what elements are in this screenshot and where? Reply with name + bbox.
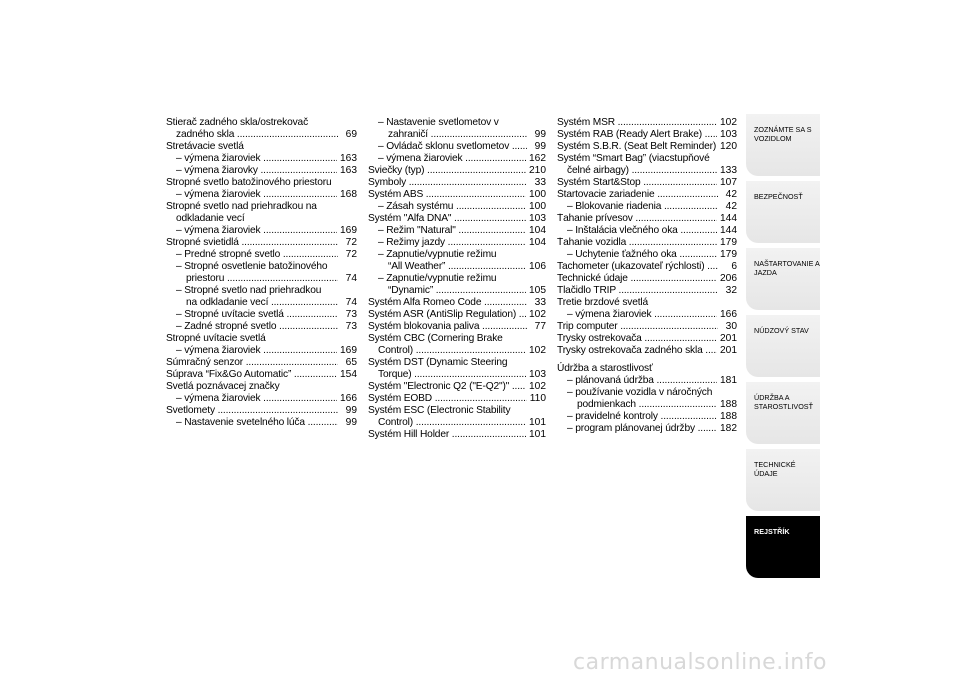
index-entry-text: – Blokovanie riadenia ..... (567, 201, 718, 213)
index-heading-continued: odkladanie vecí (176, 213, 245, 224)
index-entry-continued: “Dynamic” ..... (388, 285, 526, 297)
index-heading: Svetlá poznávacej značky (166, 381, 280, 392)
index-entry-line (557, 423, 737, 435)
index-entry-line (166, 321, 357, 333)
index-entry-text: Trysky ostrekovača ..... (557, 333, 717, 345)
tab-technical-data[interactable]: TECHNICKÉ ÚDAJE (746, 449, 820, 511)
index-entry-continued: “All Weather” ..... (388, 261, 526, 273)
index-entry (166, 285, 357, 309)
index-entry-text: – Zásah systému ..... (378, 201, 526, 213)
page-ref: 100 (529, 189, 546, 200)
index-entry (557, 375, 737, 387)
page-ref: 33 (534, 297, 546, 308)
index-entry (368, 273, 546, 297)
page-ref: 77 (534, 321, 546, 332)
index-entry (166, 417, 357, 429)
index-entry (557, 117, 737, 129)
index-entry-text: Systém Start&Stop ..... (557, 177, 717, 189)
index-entry-text: Tlačidlo TRIP ..... (557, 285, 718, 297)
index-entry (557, 273, 737, 285)
index-entry-line (166, 405, 357, 417)
page-ref: 74 (345, 273, 357, 284)
index-entry (557, 129, 737, 141)
index-entry-text: Súmračný senzor ..... (166, 357, 338, 369)
index-entry-line (368, 225, 546, 237)
page-ref: 101 (529, 429, 546, 440)
index-entry-text: Symboly ..... (368, 177, 527, 189)
index-entry (166, 177, 357, 189)
index-entry (368, 237, 546, 249)
index-entry (557, 297, 737, 309)
page-ref: 182 (720, 423, 737, 434)
page-ref: 169 (340, 225, 357, 236)
index-entry (557, 333, 737, 345)
tab-index[interactable]: REJSTŘÍK (746, 516, 820, 578)
page-ref: 110 (529, 393, 546, 404)
page-ref: 33 (534, 177, 546, 188)
index-entry-line (166, 189, 357, 201)
index-entry (166, 393, 357, 405)
index-entry-line (557, 177, 737, 189)
index-entry (166, 249, 357, 261)
page-ref: 201 (720, 345, 737, 356)
page-ref: 104 (529, 237, 546, 248)
index-entry-line (557, 249, 737, 261)
page-ref: 103 (529, 213, 546, 224)
index-entry (557, 189, 737, 201)
index-entry-continued: podmienkach ..... (577, 399, 717, 411)
index-entry (368, 357, 546, 381)
page-ref: 65 (345, 357, 357, 368)
index-entry (368, 333, 546, 357)
index-entry-continued: Control) ..... (378, 345, 526, 357)
page-ref: 120 (720, 141, 737, 152)
index-entry (368, 297, 546, 309)
index-entry (166, 201, 357, 225)
index-entry-line (166, 237, 357, 249)
page-ref: 102 (529, 381, 546, 392)
index-entry-text: – Predné stropné svetlo ..... (176, 249, 338, 261)
index-entry (557, 201, 737, 213)
index-entry-text: Systém Alfa Romeo Code ..... (368, 297, 527, 309)
index-entry-line (368, 309, 546, 321)
page-ref: 102 (529, 309, 546, 320)
index-entry-continued: zahraničí ..... (388, 129, 527, 141)
index-entry (166, 309, 357, 321)
index-entry (166, 225, 357, 237)
index-entry-line (166, 357, 357, 369)
index-entry (557, 411, 737, 423)
index-entry-text: – Zapnutie/vypnutie režimu (378, 273, 497, 284)
index-entry-text: – používanie vozidla v náročných (567, 387, 713, 398)
index-entry-text: Systém DST (Dynamic Steering (368, 357, 508, 368)
page-ref: 107 (720, 177, 737, 188)
page-number: 273 (758, 548, 782, 564)
index-entry-line (368, 153, 546, 165)
index-entry-line (368, 369, 546, 381)
index-entry-line (557, 399, 737, 411)
index-entry (557, 321, 737, 333)
index-entry-text: Systém “Smart Bag” (viacstupňové (557, 153, 710, 164)
page-ref: 32 (725, 285, 737, 296)
index-entry-line (368, 297, 546, 309)
index-entry-text: – Nastavenie svetlometov v (378, 117, 499, 128)
index-entry (557, 285, 737, 297)
index-entry-line (166, 369, 357, 381)
index-entry (557, 213, 737, 225)
index-entry-line (557, 261, 737, 273)
index-entry-line (368, 129, 546, 141)
index-heading: Stretávacie svetlá (166, 141, 244, 152)
page-ref: 103 (529, 369, 546, 380)
index-entry-text: – výmena žiaroviek ..... (567, 309, 717, 321)
index-entry-continued: Torque) ..... (378, 369, 526, 381)
index-entry (557, 309, 737, 321)
index-entry (166, 369, 357, 381)
index-column-3 (557, 117, 737, 435)
page-ref: 42 (725, 189, 737, 200)
index-entry-line (368, 429, 546, 441)
page-ref: 73 (345, 309, 357, 320)
index-entry (166, 357, 357, 369)
index-entry-text: Systém blokovania paliva ..... (368, 321, 527, 333)
index-entry (166, 153, 357, 165)
index-entry-text: – výmena žiaroviek ..... (378, 153, 526, 165)
index-entry-text: Systém EOBD ..... (368, 393, 527, 405)
page-ref: 6 (731, 261, 737, 272)
page-ref: 144 (720, 225, 737, 236)
page-ref: 69 (345, 129, 357, 140)
index-entry-line (557, 285, 737, 297)
page-ref: 102 (529, 345, 546, 356)
index-entry-text: Stierač zadného skla/ostrekovač (166, 117, 309, 128)
index-entry-text: Systém ABS ..... (368, 189, 526, 201)
index-entry-text: Svetlomety ..... (166, 405, 338, 417)
index-entry (368, 429, 546, 441)
index-entry-line (368, 285, 546, 297)
page-ref: 102 (720, 117, 737, 128)
index-entry-text: Systém RAB (Ready Alert Brake) ..... (557, 129, 717, 141)
index-entry-text: Súprava “Fix&Go Automatic” ..... (166, 369, 337, 381)
index-entry (166, 405, 357, 417)
index-entry (166, 237, 357, 249)
index-entry-text: – výmena žiaroviek ..... (176, 345, 337, 357)
index-column-2 (368, 117, 546, 441)
index-entry-text: – výmena žiaroviek ..... (176, 225, 337, 237)
index-entry-line (557, 129, 737, 141)
page-ref: 106 (529, 261, 546, 272)
index-entry-text: – Stropné uvítacie svetlá ..... (176, 309, 338, 321)
index-entry-text: Tachometer (ukazovateľ rýchlosti) ..... (557, 261, 718, 273)
index-entry-line (557, 273, 737, 285)
index-entry-text: – výmena žiaroviek ..... (176, 189, 337, 201)
index-entry-continued: zadného skla ..... (176, 129, 338, 141)
page-ref: 30 (725, 321, 737, 332)
index-entry-line (166, 249, 357, 261)
index-heading: Údržba a starostlivosť (557, 363, 653, 374)
page-ref: 166 (340, 393, 357, 404)
page-ref: 168 (340, 189, 357, 200)
index-entry-line (557, 225, 737, 237)
index-entry-line (368, 393, 546, 405)
index-entry-text: Systém "Alfa DNA" ..... (368, 213, 526, 225)
index-entry-text: – Stropné osvetlenie batožinového (176, 261, 328, 272)
page-ref: 144 (720, 213, 737, 224)
index-entry-text: Ťahanie prívesov ..... (557, 213, 717, 225)
index-entry-text: – Režimy jazdy ..... (378, 237, 526, 249)
index-entry-text: Systém ESC (Electronic Stability (368, 405, 511, 416)
index-entry-line (557, 141, 737, 153)
index-entry-line (557, 333, 737, 345)
index-entry-line (368, 177, 546, 189)
index-entry (368, 225, 546, 237)
index-entry-text: – plánovaná údržba ..... (567, 375, 717, 387)
page-ref: 188 (720, 399, 737, 410)
index-entry (166, 165, 357, 177)
index-entry-continued: na odkladanie vecí ..... (186, 297, 338, 309)
index-entry-line (557, 345, 737, 357)
index-entry (368, 117, 546, 141)
index-entry (368, 405, 546, 429)
watermark: carmanualsonline.info (573, 650, 827, 675)
index-entry-line (166, 345, 357, 357)
index-entry (557, 153, 737, 177)
index-entry-line (368, 345, 546, 357)
page-ref: 210 (529, 165, 546, 176)
page-ref: 133 (720, 165, 737, 176)
page-ref: 99 (345, 405, 357, 416)
index-heading: Tretie brzdové svetlá (557, 297, 649, 308)
page-ref: 179 (720, 237, 737, 248)
index-entry (166, 381, 357, 393)
index-entry-line (166, 153, 357, 165)
index-entry (166, 345, 357, 357)
index-entry-text: – pravidelné kontroly ..... (567, 411, 717, 423)
page-ref: 42 (725, 201, 737, 212)
index-entry (368, 321, 546, 333)
index-heading: Stropné uvítacie svetlá (166, 333, 266, 344)
index-entry-line (368, 237, 546, 249)
index-entry-line (557, 321, 737, 333)
index-entry-line (368, 381, 546, 393)
index-entry (368, 201, 546, 213)
index-entry-line (557, 309, 737, 321)
page-ref: 201 (720, 333, 737, 344)
index-entry-text: – Zadné stropné svetlo ..... (176, 321, 338, 333)
index-entry-line (368, 417, 546, 429)
page-ref: 99 (345, 417, 357, 428)
index-entry (368, 165, 546, 177)
index-entry-text: Stropné svietidlá ..... (166, 237, 338, 249)
index-entry (557, 387, 737, 411)
index-entry-text: – Uchytenie ťažného oka ..... (567, 249, 717, 261)
index-entry-line (166, 165, 357, 177)
page-ref: 181 (720, 375, 737, 386)
page-ref: 101 (529, 417, 546, 428)
index-entry (557, 225, 737, 237)
index-entry-line (368, 261, 546, 273)
index-entry-text: – Inštalácia vlečného oka ..... (567, 225, 717, 237)
index-entry (368, 249, 546, 273)
index-entry (166, 321, 357, 333)
tab-emergency[interactable]: NÚDZOVÝ STAV (746, 315, 820, 377)
index-entry (557, 141, 737, 153)
chapter-tabs (746, 114, 820, 583)
index-entry (557, 177, 737, 189)
page-ref: 73 (345, 321, 357, 332)
index-entry-line (368, 189, 546, 201)
tab-maintenance[interactable]: ÚDRŽBA A STAROSTLIVOSŤ (746, 382, 820, 444)
index-entry-text: – Nastavenie svetelného lúča ..... (176, 417, 338, 429)
index-entry (557, 249, 737, 261)
page-ref: 179 (720, 249, 737, 260)
index-entry-line (557, 165, 737, 177)
index-entry (368, 213, 546, 225)
index-entry (557, 237, 737, 249)
index-entry-line (166, 393, 357, 405)
index-entry-line (557, 189, 737, 201)
page-ref: 162 (529, 153, 546, 164)
index-entry-line (166, 225, 357, 237)
index-heading: Stropné svetlo nad priehradkou na (166, 201, 317, 212)
index-entry-line (166, 417, 357, 429)
index-heading: Stropné svetlo batožinového priestoru (166, 177, 332, 188)
index-entry (166, 189, 357, 201)
index-entry-line (557, 213, 737, 225)
index-entry (166, 333, 357, 345)
index-entry (557, 345, 737, 357)
index-entry-text: Štartovacie zariadenie ..... (557, 189, 718, 201)
index-entry-text: – Zapnutie/vypnutie režimu (378, 249, 497, 260)
index-column-1 (166, 117, 357, 429)
index-entry (368, 189, 546, 201)
page-ref: 206 (720, 273, 737, 284)
page-ref: 104 (529, 225, 546, 236)
page-ref: 72 (345, 249, 357, 260)
page-ref: 154 (340, 369, 357, 380)
page-ref: 163 (340, 165, 357, 176)
index-entry-text: Trip computer ..... (557, 321, 718, 333)
tab-starting-driving[interactable]: NAŠTARTOVANIE A JAZDA (746, 248, 820, 310)
index-entry-text: – program plánovanej údržby ..... (567, 423, 717, 435)
index-entry-text: Systém "Electronic Q2 ("E-Q2")" ..... (368, 381, 526, 393)
page-ref: 103 (720, 129, 737, 140)
index-entry-text: – Režim "Natural" ..... (378, 225, 526, 237)
index-entry-line (166, 129, 357, 141)
index-entry-line (368, 213, 546, 225)
index-entry-text: Systém Hill Holder ..... (368, 429, 526, 441)
index-entry-line (557, 237, 737, 249)
index-entry-text: Systém CBC (Cornering Brake (368, 333, 503, 344)
index-entry-continued: čelné airbagy) ..... (567, 165, 717, 177)
index-entry-continued: priestoru ..... (186, 273, 338, 285)
index-entry-line (368, 201, 546, 213)
index-entry-text: Systém MSR ..... (557, 117, 717, 129)
index-entry-text: – Stropné svetlo nad priehradkou (176, 285, 322, 296)
index-entry-line (557, 411, 737, 423)
tab-safety[interactable]: BEZPEČNOSŤ (746, 181, 820, 243)
page-ref: 166 (720, 309, 737, 320)
index-entry-text: Trysky ostrekovača zadného skla ..... (557, 345, 717, 357)
index-entry-line (166, 273, 357, 285)
index-entry (368, 381, 546, 393)
index-entry-line (368, 321, 546, 333)
index-entry-text: – výmena žiarovky ..... (176, 165, 337, 177)
index-entry (368, 177, 546, 189)
index-entry (557, 261, 737, 273)
page-ref: 163 (340, 153, 357, 164)
index-entry (368, 393, 546, 405)
index-entry-text: Systém ASR (AntiSlip Regulation) ..... (368, 309, 526, 321)
index-entry-line (557, 117, 737, 129)
index-entry (368, 141, 546, 153)
index-entry (166, 117, 357, 141)
page-ref: 72 (345, 237, 357, 248)
index-entry-line (368, 165, 546, 177)
page-ref: 74 (345, 297, 357, 308)
index-entry-text: Systém S.B.R. (Seat Belt Reminder) ..... (557, 141, 717, 153)
index-entry (557, 423, 737, 435)
index-entry-text: Technické údaje ..... (557, 273, 717, 285)
index-entry (368, 153, 546, 165)
index-entry-line (557, 201, 737, 213)
index-entry-line (166, 297, 357, 309)
page-ref: 169 (340, 345, 357, 356)
index-entry (368, 309, 546, 321)
page-ref: 99 (534, 141, 546, 152)
index-entry-continued: Control) ..... (378, 417, 526, 429)
index-entry-line (166, 309, 357, 321)
index-entry-text: – Ovládač sklonu svetlometov ..... (378, 141, 527, 153)
page-ref: 105 (529, 285, 546, 296)
index-entry (557, 363, 737, 375)
index-entry-text: Sviečky (typ) ..... (368, 165, 526, 177)
index-entry-text: – výmena žiaroviek ..... (176, 153, 337, 165)
page-ref: 99 (534, 129, 546, 140)
index-entry-line (368, 141, 546, 153)
page-ref: 188 (720, 411, 737, 422)
index-entry-text: – výmena žiaroviek ..... (176, 393, 337, 405)
index-entry-text: Ťahanie vozidla ..... (557, 237, 717, 249)
index-entry (166, 261, 357, 285)
page-ref: 100 (529, 201, 546, 212)
tab-getting-to-know[interactable]: ZOZNÁMTE SA S VOZIDLOM (746, 114, 820, 176)
index-entry-line (557, 375, 737, 387)
index-entry (166, 141, 357, 153)
